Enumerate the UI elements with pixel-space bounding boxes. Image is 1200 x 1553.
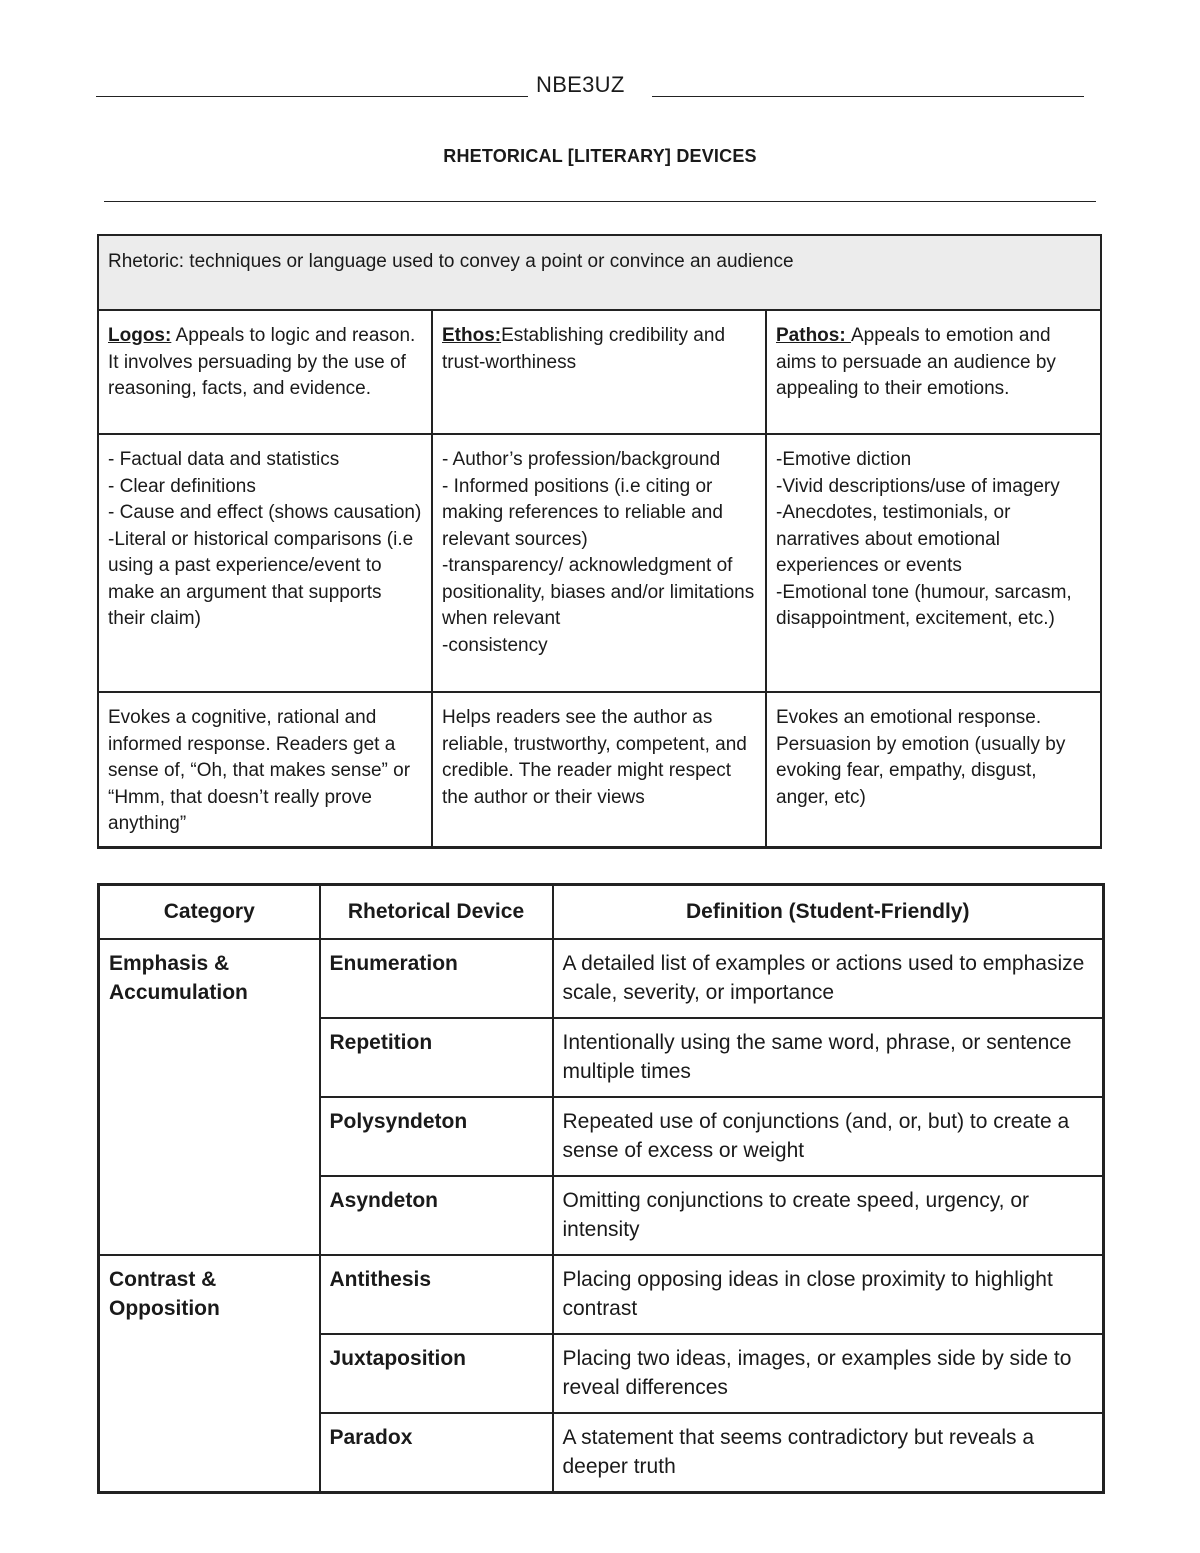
device-definition: Placing opposing ideas in close proximity to highlight contrast [553,1255,1104,1334]
logos-cell [98,310,432,434]
table-row [99,939,1104,1018]
category-contrast: Contrast & Opposition [99,1255,320,1493]
pathos-cell [766,310,1101,434]
page-title: RHETORICAL [LITERARY] DEVICES [443,146,757,166]
appeals-techniques-row [98,434,1101,692]
appeals-heading-row [98,310,1101,434]
course-code: NBE3UZ [536,72,625,97]
device-name: Polysyndeton [320,1097,553,1176]
list-item: -Emotive diction [776,449,912,470]
list-item: - Clear definitions [108,475,256,497]
device-definition: Intentionally using the same word, phrase, or sentence multiple times [553,1018,1104,1097]
list-item: - Factual data and statistics [108,449,340,470]
list-item: -consistency [442,634,548,656]
logos-desc: Appeals to logic and reason. It involves persuading by the use of reasoning, facts, and evidence. [108,325,416,399]
devices-table [97,883,1105,1494]
table-row [99,1255,1104,1334]
device-definition: Placing two ideas, images, or examples side by side to reveal differences [553,1334,1104,1413]
header-line [96,72,1086,102]
device-name: Enumeration [320,939,553,1018]
list-item: -Vivid descriptions/use of imagery [776,475,1060,497]
pathos-effect: Evokes an emotional response. Persuasion by emotion (usually by evoking fear, empathy, disgust, anger, etc) [766,692,1101,847]
category-emphasis: Emphasis & Accumulation [99,939,320,1255]
list-item: -transparency/ acknowledgment of positionality, biases and/or limitations when relevant [442,555,755,629]
appeals-table [97,234,1102,849]
device-name: Juxtaposition [320,1334,553,1413]
list-item: -Anecdotes, testimonials, or narratives about emotional experiences or events [776,502,1011,576]
logos-effect: Evokes a cognitive, rational and informed response. Readers get a sense of, “Oh, that makes sense” or “Hmm, that doesn’t really prove anything” [98,692,432,847]
device-name: Asyndeton [320,1176,553,1255]
ethos-desc: Establishing credibility and trust-worthiness [442,325,726,373]
name-blank-line [96,96,528,97]
appeals-effect-row [98,692,1101,847]
device-name: Repetition [320,1018,553,1097]
list-item: -Emotional tone (humour, sarcasm, disappointment, excitement, etc.) [776,581,1072,629]
logos-techniques [98,434,432,692]
devices-header-row [99,885,1104,940]
ethos-techniques [432,434,766,692]
title-divider [104,201,1096,202]
device-name: Paradox [320,1413,553,1493]
pathos-term: Pathos: [776,325,851,346]
date-blank-line [652,96,1084,97]
list-item: -Literal or historical comparisons (i.e using a past experience/event to make an argument that supports their claim) [108,528,414,629]
ethos-term: Ethos: [442,325,502,346]
ethos-effect: Helps readers see the author as reliable, trustworthy, competent, and credible. The reader might respect the author or their views [432,692,766,847]
rhetoric-definition-row [98,235,1101,310]
header-device: Rhetorical Device [320,885,553,940]
list-item: - Informed positions (i.e citing or making references to reliable and relevant sources) [442,475,723,550]
logos-term: Logos: [108,325,172,346]
device-definition: A detailed list of examples or actions used to emphasize scale, severity, or importance [553,939,1104,1018]
rhetoric-definition: Rhetoric: techniques or language used to convey a point or convince an audience [98,235,1101,310]
header-category: Category [99,885,320,940]
pathos-techniques [766,434,1101,692]
list-item: - Author’s profession/background [442,449,721,470]
device-name: Antithesis [320,1255,553,1334]
header-definition: Definition (Student-Friendly) [553,885,1104,940]
device-definition: Repeated use of conjunctions (and, or, but) to create a sense of excess or weight [553,1097,1104,1176]
list-item: - Cause and effect (shows causation) [108,502,422,523]
device-definition: Omitting conjunctions to create speed, urgency, or intensity [553,1176,1104,1255]
pathos-desc: Appeals to emotion and aims to persuade an audience by appealing to their emotions. [776,325,1056,399]
device-definition: A statement that seems contradictory but reveals a deeper truth [553,1413,1104,1493]
ethos-cell [432,310,766,434]
